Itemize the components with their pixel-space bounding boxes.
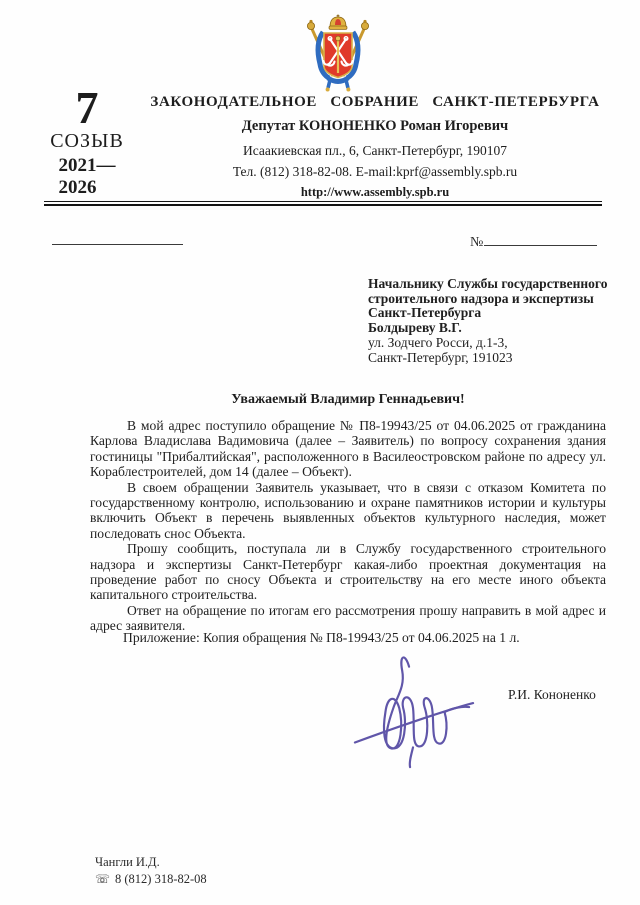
reference-number [470,233,597,251]
executor-phone: 8 (812) 318-82-08 [115,871,207,886]
handwritten-signature-icon [350,650,478,770]
body-paragraph: Прошу сообщить, поступала ли в Службу государственного строительного надзора и экспертизы Санкт-Петербург какая-либо проектная документация на проведение работ по сносу Объекта и строительству на его месте иного объекта капитального строительства. [90,541,606,603]
executor-name: Чангли И.Д. [95,855,160,869]
organization-name: ЗАКОНОДАТЕЛЬНОЕ СОБРАНИЕ САНКТ-ПЕТЕРБУРГА [150,94,600,110]
organization-website: http://www.assembly.spb.ru [300,185,450,199]
convocation-years-end: 2026 [58,176,97,198]
reference-number-label: № [470,235,484,250]
convocation-years [59,155,116,199]
convocation-years-start: 2021— [58,154,116,176]
organization-contacts: Тел. (812) 318-82-08. E-mail:kprf@assembly.spb.ru [232,164,518,179]
letterhead [128,94,622,200]
recipient-block [368,277,607,365]
reference-number-blank-line [484,233,597,246]
organization-address: Исаакиевская пл., 6, Санкт-Петербург, 190107 [243,143,507,158]
body-paragraph: В своем обращении Заявитель указывает, что в связи с отказом Комитета по государственному контролю, использованию и охране памятников истории и культуры включить Объект в перечень выявленных объектов культурного наследия, может последовать снос Объекта. [90,479,606,541]
telephone-icon: ☏ [95,871,111,886]
convocation-label: СОЗЫВ [50,129,124,152]
deputy-name: Депутат КОНОНЕНКО Роман Игоревич [241,118,509,134]
attachment-note: Приложение: Копия обращения № П8-19943/25 от 04.06.2025 на 1 л. [123,630,520,645]
recipient-line: Санкт-Петербурга [368,305,482,321]
letter-body [90,418,606,634]
recipient-line: строительного надзора и экспертизы [368,290,594,306]
convocation-block [44,82,130,198]
body-paragraph: Ответ на обращение по итогам его рассмотрения прошу направить в мой адрес и адрес заявителя. [90,602,606,634]
recipient-line: Начальнику Службы государственного [368,276,608,291]
recipient-address-line: ул. Зодчего Росси, д.1-3, [368,334,508,350]
body-paragraph: В мой адрес поступило обращение № П8-19943/25 от 04.06.2025 от гражданина Карлова Владислава Вадимовича (далее – Заявитель) по вопросу сохранения здания гостиницы "Прибалтийская", расположенного в Василеостровском районе по адресу ул. Кораблестроителей, дом 14 (далее – Объект). [90,418,606,480]
header-divider-rule [44,201,602,206]
saint-petersburg-coat-of-arms-icon [297,14,379,94]
salutation: Уважаемый Владимир Геннадьевич! [231,392,465,407]
signature-name: Р.И. Кононенко [508,687,596,702]
recipient-name: Болдыреву В.Г. [368,320,462,336]
outgoing-date-blank-line [52,230,183,245]
convocation-number: 7 [75,82,99,133]
executor-footer [95,854,207,887]
recipient-address-line: Санкт-Петербург, 191023 [368,349,513,365]
